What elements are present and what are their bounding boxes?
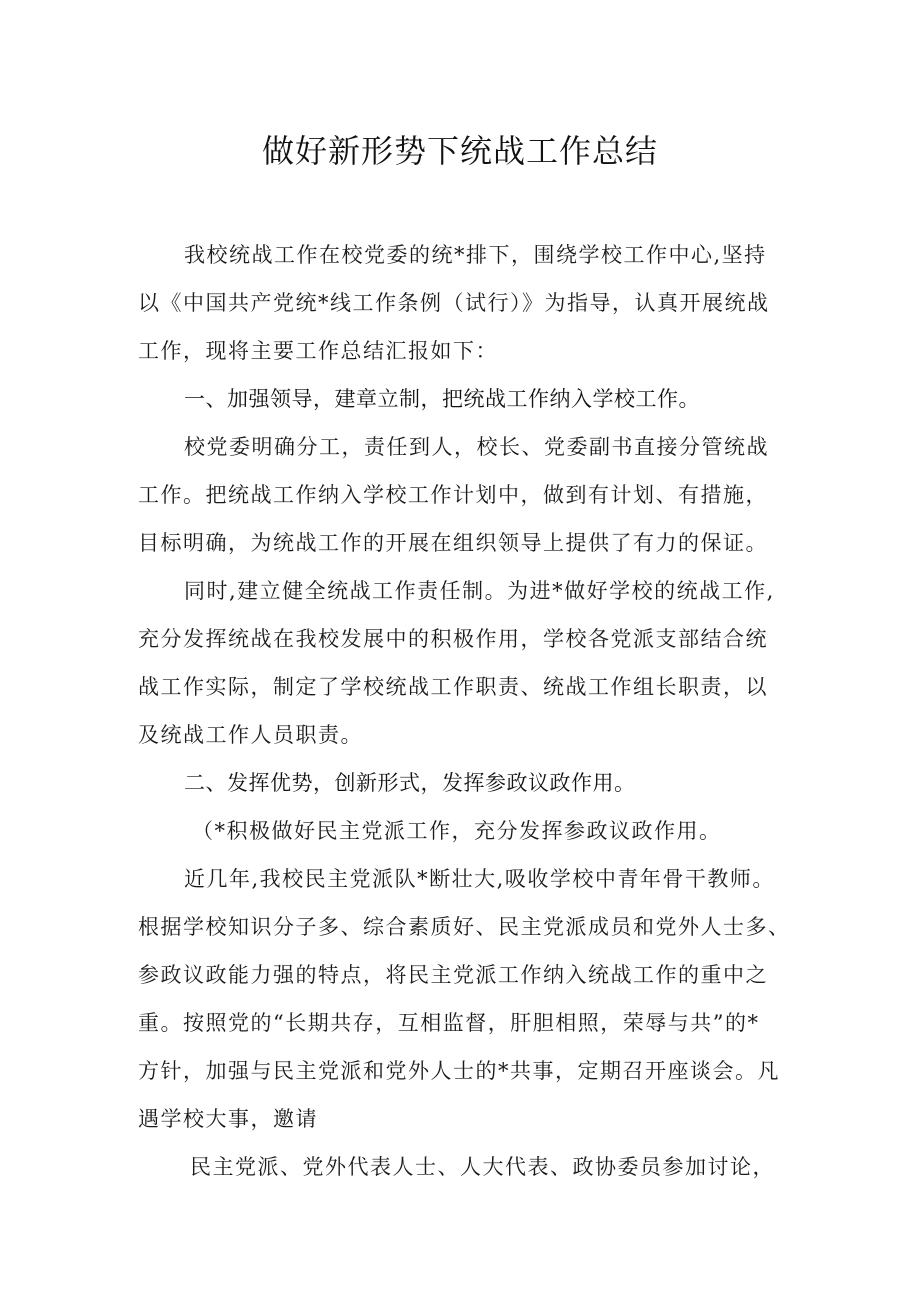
paragraph-line: 战工作实际，制定了学校统战工作职责、统战工作组长职责，以 bbox=[138, 675, 768, 699]
paragraph-line: 近几年,我校民主党派队*断壮大,吸收学校中青年骨干教师。 bbox=[184, 867, 775, 891]
section-heading: 一、加强领导，建章立制，把统战工作纳入学校工作。 bbox=[184, 387, 700, 411]
subsection-heading: （*积极做好民主党派工作，充分发挥参政议政作用。 bbox=[192, 819, 722, 843]
paragraph-line: 以《中国共产党统*线工作条例（试行）》为指导，认真开展统战 bbox=[138, 291, 770, 315]
paragraph-line: 校党委明确分工，责任到人，校长、党委副书直接分管统战 bbox=[184, 435, 769, 459]
paragraph-line: 及统战工作人员职责。 bbox=[138, 723, 363, 747]
paragraph-line: 工作，现将主要工作总结汇报如下： bbox=[138, 339, 498, 363]
paragraph-line: 目标明确，为统战工作的开展在组织领导上提供了有力的保证。 bbox=[138, 531, 768, 555]
paragraph-line: 同时,建立健全统战工作责任制。为进*做好学校的统战工作, bbox=[184, 579, 775, 603]
document-title: 做好新形势下统战工作总结 bbox=[261, 132, 658, 170]
paragraph-line: 重。按照党的“长期共存，互相监督，肝胆相照，荣辱与共”的* bbox=[138, 1011, 760, 1035]
paragraph-line: 遇学校大事，邀请 bbox=[138, 1107, 318, 1131]
paragraph-line: 根据学校知识分子多、综合素质好、民主党派成员和党外人士多、 bbox=[138, 915, 791, 939]
paragraph-line: 参政议政能力强的特点，将民主党派工作纳入统战工作的重中之 bbox=[138, 963, 768, 987]
paragraph-line: 充分发挥统战在我校发展中的积极作用，学校各党派支部结合统 bbox=[138, 627, 768, 651]
section-heading: 二、发挥优势，创新形式，发挥参政议政作用。 bbox=[184, 771, 636, 795]
paragraph-line: 工作。把统战工作纳入学校工作计划中，做到有计划、有措施， bbox=[138, 483, 768, 507]
paragraph-line: 我校统战工作在校党委的统*排下，围绕学校工作中心,坚持 bbox=[184, 243, 767, 267]
paragraph-line: 民主党派、党外代表人士、人大代表、政协委员参加讨论， bbox=[190, 1155, 775, 1179]
paragraph-line: 方针，加强与民主党派和党外人士的*共事，定期召开座谈会。凡 bbox=[138, 1059, 780, 1083]
